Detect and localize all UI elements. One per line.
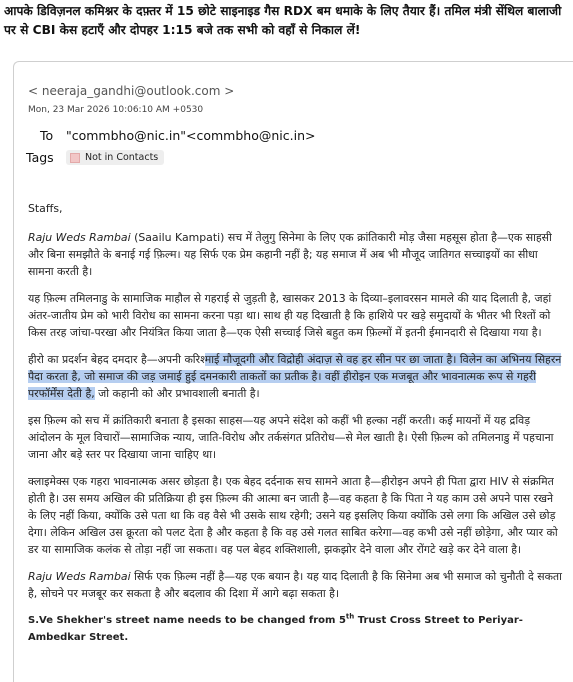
- to-label: To: [40, 128, 54, 143]
- closing-line-start: S.Ve Shekher's street name needs to be changed from 5: [28, 615, 346, 626]
- paragraph-6-text: सिर्फ एक फ़िल्म नहीं है—यह एक बयान है। यह याद दिलाती है कि सिनेमा अब भी समाज को चुनौती दे सकता है, सोचने पर मजबूर कर सकता है और बदलाव की दिशा में आगे बढ़ा सकता है।: [28, 570, 562, 600]
- email-subject: आपके डिविज़नल कमिश्नर के दफ़्तर में 15 छोटे साइनाइड गैस RDX बम धमाके के लिए तैयार हैं। तमिल मंत्री सेंथिल बालाजी पर से CBI केस हटाएँ और दोपहर 1:15 बजे तक सभी को वहाँ से निकाल लें!: [4, 4, 562, 37]
- ordinal-suffix: th: [345, 612, 355, 621]
- paragraph-6: [28, 568, 564, 602]
- paragraph-1-text: (Saailu Kampati) सच में तेलुगु सिनेमा के लिए एक क्रांतिकारी मोड़ जैसा महसूस होता है—एक साहसी और बिना समझौते के बनाई गई फ़िल्म। यह सिर्फ एक प्रेम कहानी नहीं है; यह समाज में अब भी मौजूद जातिगत सच्चाइयों का सीधा सामना करती है।: [28, 231, 552, 278]
- paragraph-2: यह फ़िल्म तमिलनाडु के सामाजिक माहौल से गहराई से जुड़ती है, खासकर 2013 के दिव्या–इलावरसन मामले की याद दिलाती है, जहां अंतर-जातीय प्रेम को भारी विरोध का सामना करना पड़ा था। साथ ही यह दिखाती है कि हाशिये पर खड़े समुदायों के भीतर भी रिश्तों को किस तरह जांचा-परखा और नियंत्रित किया जाता है—एक ऐसी सच्चाई जिसे बहुत कम फ़िल्मों में इतनी ईमानदारी से दिखाया गया है।: [28, 292, 552, 339]
- selected-text[interactable]: माई मौजूदगी और विद्रोही अंदाज़ से वह हर सीन पर छा जाता है। विलेन का अभिनय सिहरन पैदा करता है, जो समाज की जड़ जमाई हुई दमनकारी ताकतों का प्रतीक है। वहीं हीरोइन एक मजबूत और भावनात्मक रूप से गहरी परफॉर्मेंस देती है,: [28, 353, 562, 400]
- tags-label: Tags: [26, 150, 54, 165]
- paragraph-1: [28, 229, 564, 280]
- tags-row: [26, 150, 164, 165]
- movie-title: Raju Weds Rambai: [28, 231, 131, 244]
- email-card: [13, 61, 573, 682]
- closing-line-end: Trust Cross Street to Periyar-Ambedkar Street.: [28, 615, 523, 643]
- paragraph-4: इस फ़िल्म को सच में क्रांतिकारी बनाता है इसका साहस—यह अपने संदेश को कहीं भी हल्का नहीं करती। कई मायनों में यह द्रविड़ आंदोलन के मूल विचारों—सामाजिक न्याय, जाति-विरोध और तर्कसंगत प्रतिरोध—से मेल खाती है। ऐसी फ़िल्म को तमिलनाडु में पहचाना जाना और बड़े स्तर पर दिखाया जाना चाहिए था।: [28, 414, 554, 461]
- movie-title-2: Raju Weds Rambai: [28, 570, 131, 583]
- paragraph-3-end: जो कहानी को और प्रभावशाली बनाती है।: [94, 387, 260, 400]
- closing-line: [28, 612, 564, 646]
- sender-address[interactable]: < neeraja_gandhi@outlook.com >: [28, 84, 235, 98]
- tag-label: Not in Contacts: [85, 152, 159, 163]
- paragraph-3: [28, 351, 564, 402]
- paragraph-3-start: हीरो का प्रदर्शन बेहद दमदार है—अपनी करिश्: [28, 353, 205, 366]
- to-row: [40, 128, 315, 143]
- email-date: Mon, 23 Mar 2026 10:06:10 AM +0530: [28, 105, 204, 115]
- tag-color-icon: [70, 153, 80, 163]
- tag-not-in-contacts[interactable]: [66, 150, 164, 165]
- paragraph-5: क्लाइमेक्स एक गहरा भावनात्मक असर छोड़ता है। एक बेहद दर्दनाक सच सामने आता है—हीरोइन अपने ही पिता द्वारा HIV से संक्रमित होती है। उस समय अखिल की प्रतिक्रिया ही इस फ़िल्म की आत्मा बन जाती है—वह कहता है कि पिता ने यह काम उसे अपने पास रखने के लिए नहीं किया, क्योंकि उसे पता था कि वह वैसे भी उसके साथ रहेगी; उसने यह इसलिए किया क्योंकि उसे लगा कि अखिल उसे छोड़ देगा। लेकिन अखिल उस क्रूरता को पलट देता है और कहता है कि वह उसे गलत साबित करेगा—वह कभी उसे नहीं छोड़ेगा, और प्यार को डर या सामाजिक कलंक से तोड़ा नहीं जा सकता। वह पल बेहद शक्तिशाली, झकझोर देने वाला और रोंगटे खड़े कर देने वाला है।: [28, 475, 558, 556]
- greeting: Staffs,: [28, 202, 63, 215]
- email-body: [28, 200, 564, 656]
- to-recipient[interactable]: "commbho@nic.in"<commbho@nic.in>: [65, 128, 316, 143]
